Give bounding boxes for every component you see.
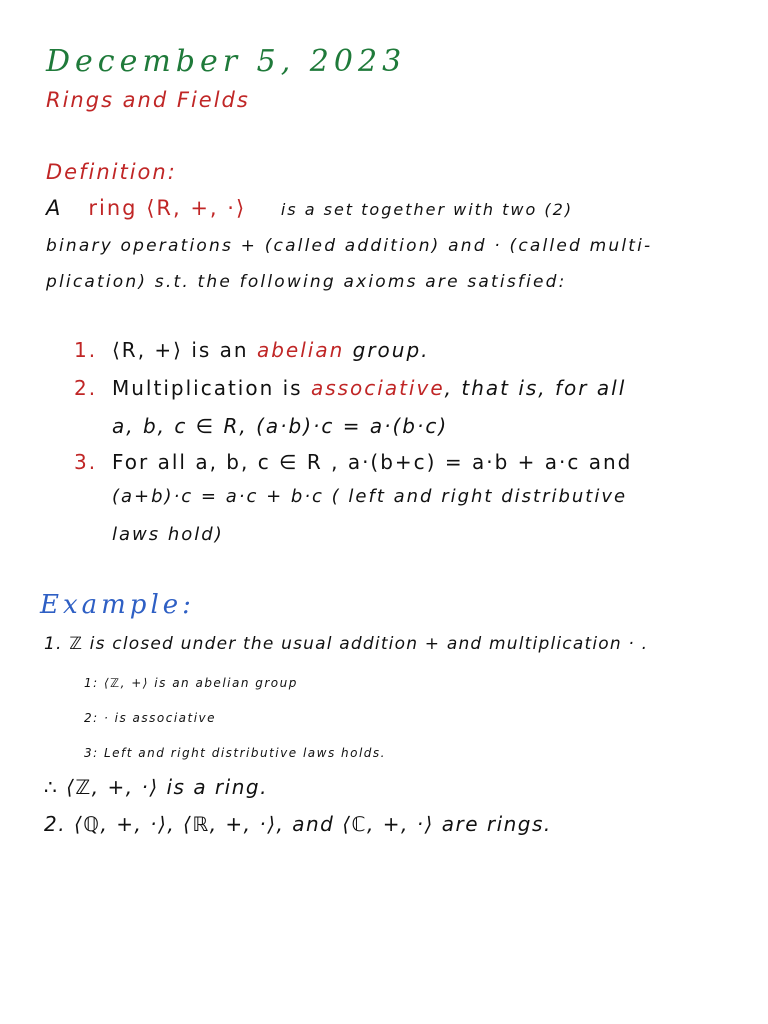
axiom-number: 2.	[74, 376, 98, 400]
definition-line-1-rest: is a set together with two (2)	[280, 200, 574, 219]
axiom-highlight: associative	[310, 376, 445, 400]
example-heading: Example:	[40, 590, 195, 620]
axiom-3	[74, 450, 632, 474]
axiom-2	[74, 376, 626, 400]
axiom-text: Multiplication is	[112, 376, 303, 400]
page-subtitle: Rings and Fields	[46, 88, 250, 112]
axiom-text-end: group.	[352, 338, 430, 362]
axiom-text-end: , that is, for all	[444, 376, 627, 400]
axiom-2-continued: a, b, c ∈ R, (a·b)·c = a·(b·c)	[112, 414, 449, 438]
definition-article: A	[46, 196, 63, 220]
example-conclusion: ∴ ⟨ℤ, +, ·⟩ is a ring.	[44, 775, 268, 799]
axiom-number: 1.	[74, 338, 98, 362]
axiom-number: 3.	[74, 450, 98, 474]
example-sub-1: 1: ⟨ℤ, +⟩ is an abelian group	[84, 676, 298, 690]
axiom-1	[74, 338, 430, 362]
definition-line-2: binary operations + (called addition) and · (called multi-	[46, 236, 653, 256]
axiom-text: ⟨R, +⟩ is an	[112, 338, 249, 362]
definition-term: ring ⟨R, +, ·⟩	[88, 196, 247, 220]
definition-heading: Definition:	[46, 160, 177, 184]
axiom-text: For all a, b, c ∈ R , a·(b+c) = a·b + a·c and	[112, 450, 633, 474]
definition-line-1	[46, 196, 573, 220]
axiom-3-end: laws hold)	[112, 524, 224, 545]
example-item-2: 2. ⟨ℚ, +, ·⟩, ⟨ℝ, +, ·⟩, and ⟨ℂ, +, ·⟩ are rings.	[44, 812, 552, 836]
axiom-3-continued: (a+b)·c = a·c + b·c ( left and right distributive	[112, 486, 628, 507]
example-sub-3: 3: Left and right distributive laws holds.	[84, 746, 386, 760]
definition-line-3: plication) s.t. the following axioms are satisfied:	[46, 272, 567, 292]
page-date: December 5, 2023	[46, 44, 407, 79]
example-sub-2: 2: · is associative	[84, 711, 217, 725]
axiom-highlight: abelian	[256, 338, 345, 362]
example-item-1: 1. ℤ is closed under the usual addition + and multiplication · .	[44, 634, 649, 654]
